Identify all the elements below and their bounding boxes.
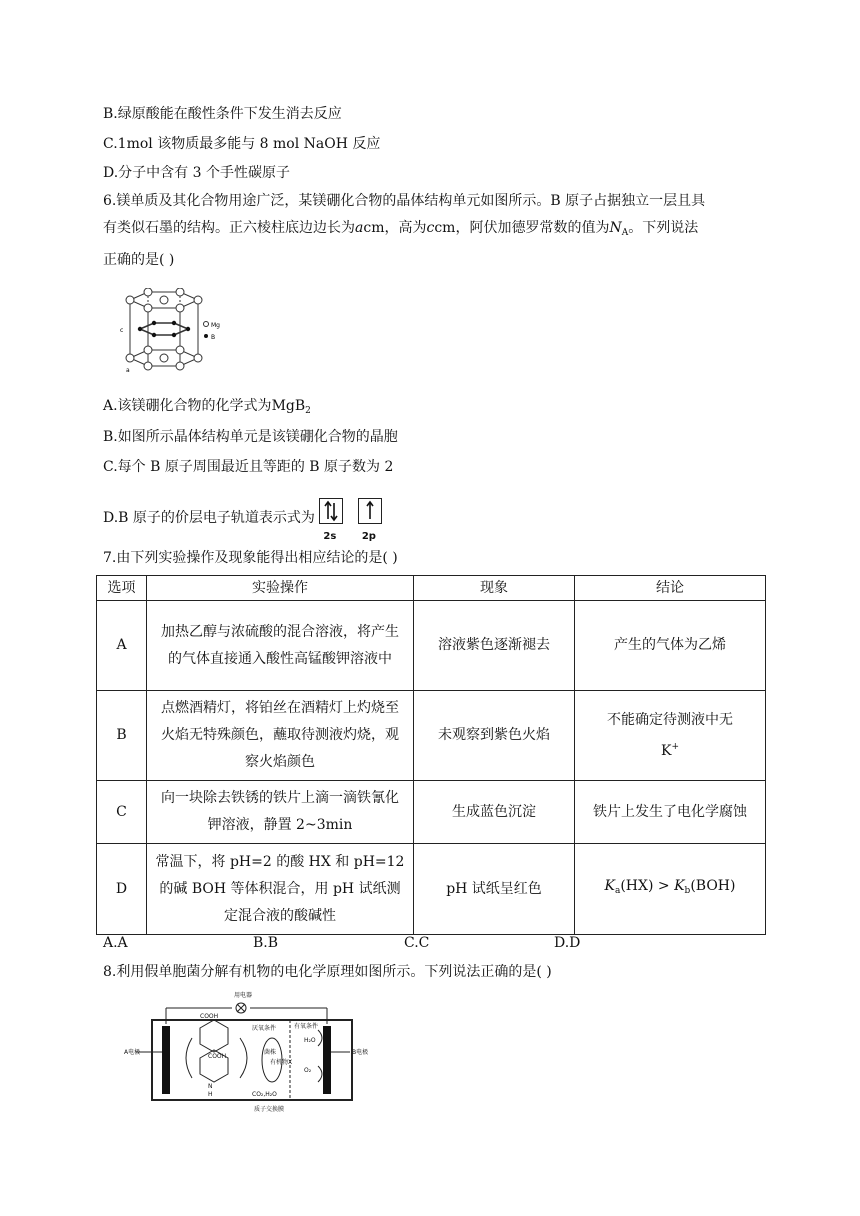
cooh-label-1: COOH xyxy=(200,1013,219,1020)
header-option: 选项 xyxy=(97,576,147,601)
q6-option-b: B.如图所示晶体结构单元是该镁硼化合物的晶胞 xyxy=(103,429,398,445)
header-operation: 实验操作 xyxy=(147,576,414,601)
q8-stem: 8.利用假单胞菌分解有机物的电化学原理如图所示。下列说法正确的是( ) xyxy=(103,964,552,980)
experiment-table xyxy=(96,575,766,935)
row-conclusion: 不能确定待测液中无 K+ xyxy=(575,691,766,781)
orbital-2s-label: 2s xyxy=(323,531,337,542)
membrane-label: 质子交换膜 xyxy=(254,1106,285,1113)
row-operation: 加热乙醇与浓硫酸的混合溶液，将产生的气体直接通入酸性高锰酸钾溶液中 xyxy=(147,601,414,691)
a-electrode-label: A电极 xyxy=(124,1049,141,1056)
orbital-diagram xyxy=(319,498,391,542)
answer-option: B.B xyxy=(253,935,279,951)
table-row xyxy=(97,781,766,844)
answer-option: C.C xyxy=(404,935,430,951)
q7-stem: 7.由下列实验操作及现象能得出相应结论的是( ) xyxy=(103,550,398,566)
header-conclusion: 结论 xyxy=(575,576,766,601)
electrochem-figure xyxy=(122,988,382,1114)
orbital-2p-label: 2p xyxy=(361,531,376,542)
row-conclusion: $K_a(HX) > K_b(BOH)$ xyxy=(575,844,766,935)
row-operation: 向一块除去铁锈的铁片上滴一滴铁氰化钾溶液，静置 2~3min xyxy=(147,781,414,844)
legend-mg: Mg xyxy=(211,322,220,329)
answer-option: A.A xyxy=(103,935,128,951)
header-phenomenon: 现象 xyxy=(414,576,575,601)
row-phenomenon: 生成蓝色沉淀 xyxy=(414,781,575,844)
n-label: N xyxy=(208,1083,213,1090)
organic-label: 有机物X xyxy=(270,1059,293,1066)
q6-option-a: A.该镁硼化合物的化学式为MgB$_2$ xyxy=(103,398,311,416)
cooh-label-2: COOH xyxy=(208,1053,227,1060)
table-row xyxy=(97,844,766,935)
label-c: c xyxy=(120,327,124,334)
row-conclusion: 铁片上发生了电化学腐蚀 xyxy=(575,781,766,844)
q6-option-d: D.B 原子的价层电子轨道表示式为 2s 2p xyxy=(103,502,392,534)
table-row xyxy=(97,601,766,691)
row-conclusion: 产生的气体为乙烯 xyxy=(575,601,766,691)
table-row xyxy=(97,691,766,781)
aerobic-label: 有氧条件 xyxy=(294,1023,319,1030)
table-header-row xyxy=(97,576,766,601)
products-label: CO₂,H₂O xyxy=(252,1091,277,1098)
q6-stem: 6.镁单质及其化合物用途广泛，某镁硼化合物的晶体结构单元如图所示。B 原子占据独立一层且具 有类似石墨的结构。正六棱柱底边边长为acm，高为ccm，阿伏加德罗常数的值为$N_A$。下列说法 正确的是( ) xyxy=(103,193,706,268)
b-electrode-label: B电极 xyxy=(352,1049,369,1056)
h-label: H xyxy=(208,1091,213,1098)
q6-option-c: C.每个 B 原子周围最近且等距的 B 原子数为 2 xyxy=(103,459,394,475)
device-label: 用电器 xyxy=(234,992,253,999)
row-phenomenon: 溶液紫色逐渐褪去 xyxy=(414,601,575,691)
row-operation: 常温下，将 pH=2 的酸 HX 和 pH=12 的碱 BOH 等体积混合，用 pH 试纸测定混合液的酸碱性 xyxy=(147,844,414,935)
q5-option-d: D.分子中含有 3 个手性碳原子 xyxy=(103,165,290,181)
orbital-2p-box xyxy=(358,498,382,542)
row-operation: 点燃酒精灯，将铂丝在酒精灯上灼烧至火焰无特殊颜色，蘸取待测液灼烧，观察火焰颜色 xyxy=(147,691,414,781)
crystal-structure-figure xyxy=(118,288,228,376)
label-a: a xyxy=(126,367,130,374)
row-phenomenon: 未观察到紫色火焰 xyxy=(414,691,575,781)
row-option: C xyxy=(97,781,147,844)
row-phenomenon: pH 试纸呈红色 xyxy=(414,844,575,935)
q5-option-b: B.绿原酸能在酸性条件下发生消去反应 xyxy=(103,106,342,122)
answer-option: D.D xyxy=(554,935,581,951)
row-option: A xyxy=(97,601,147,691)
h2o-label: H₂O xyxy=(304,1037,316,1044)
o2-label: O₂ xyxy=(304,1067,312,1074)
orbital-2s-box xyxy=(319,498,343,542)
row-option: B xyxy=(97,691,147,781)
q5-option-c: C.1mol 该物质最多能与 8 mol NaOH 反应 xyxy=(103,136,381,152)
anaerobic-label: 厌氧条件 xyxy=(252,1025,277,1032)
legend-b: B xyxy=(211,334,216,341)
row-option: D xyxy=(97,844,147,935)
bacteria-label: 菌株 xyxy=(264,1049,277,1056)
